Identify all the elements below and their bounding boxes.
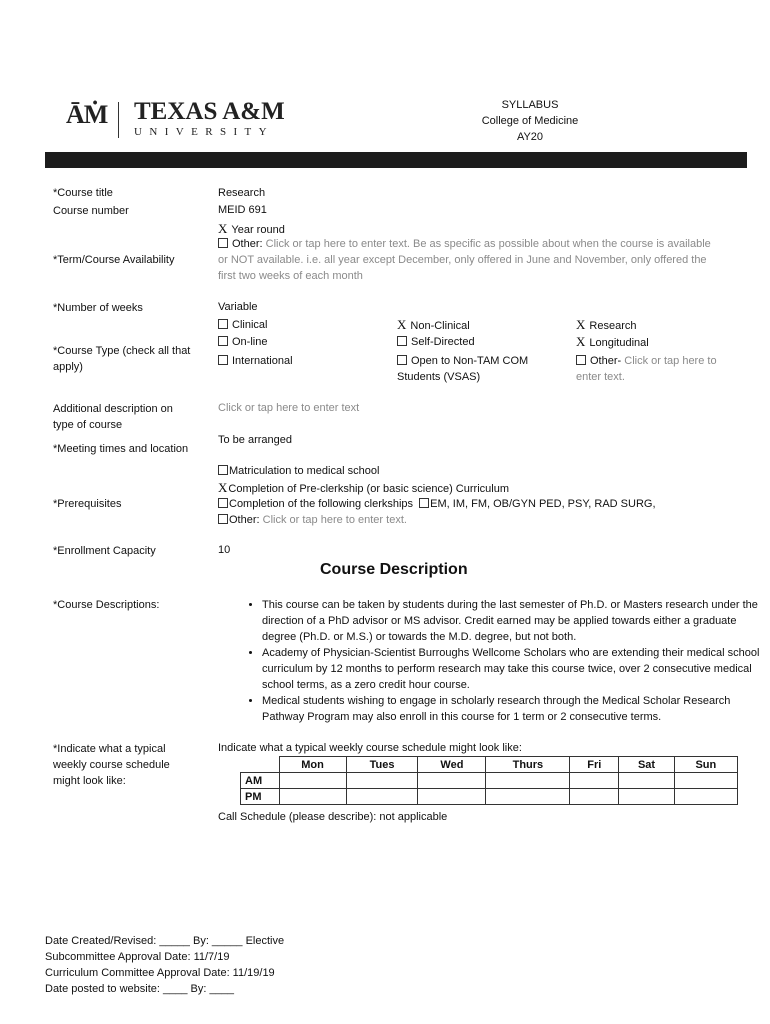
course-type-label-2: apply)	[53, 361, 83, 373]
column-header: Thurs	[486, 757, 570, 773]
type-international-option[interactable]	[218, 355, 293, 367]
weeks-label: *Number of weeks	[53, 302, 143, 314]
term-other-option[interactable]	[218, 238, 711, 250]
footer-curriculum: Curriculum Committee Approval Date: 11/19/19	[45, 967, 275, 979]
table-cell[interactable]	[418, 789, 486, 805]
row-header: PM	[241, 789, 280, 805]
addl-desc-input[interactable]: Click or tap here to enter text	[218, 402, 360, 414]
course-title-label: *Course title	[53, 187, 113, 199]
type-longitudinal-label: Longitudinal	[589, 337, 649, 349]
course-description-title: Course Description	[320, 561, 468, 578]
checkbox-icon	[397, 336, 407, 346]
x-mark-icon: X	[576, 334, 586, 349]
addl-desc-label-2: type of course	[53, 419, 123, 431]
type-online-label: On-line	[232, 336, 268, 348]
prereq-other-placeholder: Click or tap here to enter text.	[262, 514, 407, 526]
table-cell[interactable]	[279, 789, 346, 805]
row-header: AM	[241, 773, 280, 789]
enrollment-value: 10	[218, 544, 231, 556]
term-other-placeholder: Click or tap here to enter text. Be as specific as possible about when the course is available	[265, 238, 711, 250]
meeting-value: To be arranged	[218, 434, 292, 446]
addl-desc-label-1: Additional description on	[53, 403, 173, 415]
table-cell[interactable]	[486, 773, 570, 789]
column-header: Sun	[674, 757, 737, 773]
course-description-list	[240, 597, 762, 725]
weekly-schedule-table	[240, 756, 738, 805]
checkbox-icon	[397, 355, 407, 365]
column-header: Mon	[279, 757, 346, 773]
column-header: Sat	[619, 757, 674, 773]
prereq-clerkships-option[interactable]	[218, 498, 656, 510]
table-cell[interactable]	[674, 773, 737, 789]
table-cell[interactable]	[418, 773, 486, 789]
prereq-preclerkship-label: Completion of Pre-clerkship (or basic science) Curriculum	[228, 483, 509, 495]
type-open-label-2: Students (VSAS)	[397, 371, 481, 383]
list-item: • Academy of Physician-Scientist Burroughs Wellcome Scholars who are extending their medical school curriculum by 12 months to perform research may take this course twice, over 2 consecutive medical school terms, as a zero credit hour course.	[262, 645, 762, 693]
term-other-placeholder-2: or NOT available. i.e. all year except December, only offered in June and November, only offered the	[218, 254, 707, 266]
x-mark-icon: X	[218, 480, 228, 495]
table-header-row	[241, 757, 738, 773]
course-number-value: MEID 691	[218, 204, 267, 216]
type-international-label: International	[232, 355, 293, 367]
checkbox-icon	[218, 336, 228, 346]
x-mark-icon: X	[576, 317, 586, 332]
schedule-label-3: might look like:	[53, 775, 126, 787]
university-logo	[66, 100, 306, 140]
type-clinical-option[interactable]	[218, 319, 267, 331]
checkbox-icon	[218, 514, 228, 524]
type-other-label: Other-	[590, 355, 622, 367]
course-title-value: Research	[218, 187, 266, 199]
logo-divider	[118, 102, 119, 138]
checkbox-icon	[576, 355, 586, 365]
type-other-placeholder-2: enter text.	[576, 371, 625, 383]
table-cell[interactable]	[346, 789, 418, 805]
table-cell[interactable]	[570, 789, 619, 805]
table-cell[interactable]	[486, 789, 570, 805]
type-open-option[interactable]	[397, 355, 528, 367]
type-research-option[interactable]	[576, 317, 636, 333]
term-other-placeholder-3: first two weeks of each month	[218, 270, 363, 282]
checkbox-icon	[218, 238, 228, 248]
table-cell[interactable]	[619, 773, 674, 789]
type-online-option[interactable]	[218, 336, 267, 348]
checkbox-icon	[419, 498, 429, 508]
prereq-clerkships-label: Completion of the following clerkships	[229, 498, 414, 510]
course-number-label: Course number	[53, 205, 129, 217]
call-schedule: Call Schedule (please describe): not applicable	[218, 811, 448, 823]
term-label: *Term/Course Availability	[53, 254, 175, 266]
footer-posted: Date posted to website: ____ By: ____	[45, 983, 234, 995]
type-research-label: Research	[589, 320, 637, 332]
meeting-label: *Meeting times and location	[53, 443, 189, 455]
type-longitudinal-option[interactable]	[576, 334, 649, 350]
schedule-label-1: *Indicate what a typical	[53, 743, 166, 755]
type-other-option[interactable]	[576, 355, 717, 367]
list-item: • Medical students wishing to engage in scholarly research through the Medical Scholar Research Pathway Program may also enroll in this course for 1 term or 2 consecutive terms.	[262, 693, 762, 725]
type-other-placeholder: Click or tap here to	[624, 355, 717, 367]
prereq-label: *Prerequisites	[53, 498, 122, 510]
type-nonclinical-label: Non-Clinical	[410, 320, 470, 332]
type-open-label: Open to Non-TAM COM	[411, 355, 529, 367]
footer-subcommittee: Subcommittee Approval Date: 11/7/19	[45, 951, 230, 963]
checkbox-icon	[218, 498, 228, 508]
type-nonclinical-option[interactable]	[397, 317, 470, 333]
header-college: College of Medicine	[481, 115, 579, 127]
term-yearround-option[interactable]	[218, 221, 285, 237]
checkbox-icon	[218, 465, 228, 475]
course-type-label-1: *Course Type (check all that	[53, 345, 191, 357]
checkbox-icon	[218, 319, 228, 329]
type-clinical-label: Clinical	[232, 319, 268, 331]
header-syllabus: SYLLABUS	[501, 99, 559, 111]
table-cell[interactable]	[346, 773, 418, 789]
prereq-preclerkship-option[interactable]	[218, 480, 509, 496]
prereq-matriculation-label: Matriculation to medical school	[229, 465, 380, 477]
x-mark-icon: X	[218, 221, 228, 236]
enrollment-label: *Enrollment Capacity	[53, 545, 156, 557]
term-other-label: Other:	[232, 238, 263, 250]
table-cell[interactable]	[570, 773, 619, 789]
table-cell[interactable]	[279, 773, 346, 789]
table-corner	[241, 757, 280, 773]
table-cell[interactable]	[674, 789, 737, 805]
term-yearround-label: Year round	[231, 224, 285, 236]
type-selfdirected-label: Self-Directed	[411, 336, 475, 348]
weeks-value: Variable	[218, 301, 258, 313]
atm-logo-mark: ĀṀ	[66, 100, 108, 129]
checkbox-icon	[218, 355, 228, 365]
course-descriptions-label: *Course Descriptions:	[53, 599, 160, 611]
column-header: Tues	[346, 757, 418, 773]
logo-name: TEXAS A&M	[134, 98, 285, 125]
column-header: Fri	[570, 757, 619, 773]
schedule-intro: Indicate what a typical weekly course schedule might look like:	[218, 742, 522, 754]
prereq-other-label: Other:	[229, 514, 260, 526]
list-item: • This course can be taken by students during the last semester of Ph.D. or Masters research under the direction of a PhD advisor or MS advisor. Credit earned may be applied towards either a graduate degree (Ph.D. or M.S.) or towards the M.D. degree, but not both.	[262, 597, 762, 645]
prereq-matriculation-option[interactable]	[218, 465, 379, 477]
logo-subtitle: UNIVERSITY	[134, 126, 274, 138]
header-bar	[45, 152, 747, 168]
x-mark-icon: X	[397, 317, 407, 332]
footer-created: Date Created/Revised: _____ By: _____ Elective	[45, 935, 285, 947]
prereq-clerkship-list: EM, IM, FM, OB/GYN PED, PSY, RAD SURG,	[430, 498, 656, 510]
table-cell[interactable]	[619, 789, 674, 805]
column-header: Wed	[418, 757, 486, 773]
schedule-label-2: weekly course schedule	[53, 759, 170, 771]
prereq-other-option[interactable]	[218, 514, 407, 526]
header-year: AY20	[516, 131, 544, 143]
table-row	[241, 789, 738, 805]
table-row	[241, 773, 738, 789]
type-selfdirected-option[interactable]	[397, 336, 475, 348]
